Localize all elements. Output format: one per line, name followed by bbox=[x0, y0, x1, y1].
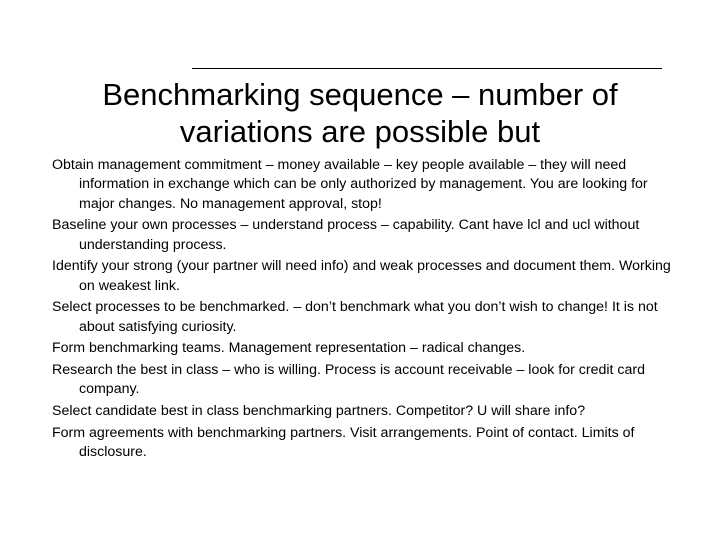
bullet-item: Form benchmarking teams. Management representation – radical changes. bbox=[52, 340, 526, 357]
slide-title: Benchmarking sequence – number of variations are possible but bbox=[102, 77, 618, 149]
bullet-item: Obtain management commitment – money available – key people available – they will need information in exchange which can be only authorized by management. You are looking for major changes. No management approval, stop! bbox=[52, 157, 648, 212]
bullet-item: Research the best in class – who is willing. Process is account receivable – look for credit card company. bbox=[52, 361, 645, 398]
bullet-item: Form agreements with benchmarking partners. Visit arrangements. Point of contact. Limits of disclosure. bbox=[52, 424, 635, 460]
title-divider-line bbox=[192, 68, 662, 69]
bullet-item: Select candidate best in class benchmarking partners. Competitor? U will share info? bbox=[52, 402, 586, 419]
bullet-item: Baseline your own processes – understand process – capability. Cant have lcl and ucl without understanding process. bbox=[52, 217, 640, 253]
bullet-item: Identify your strong (your partner will need info) and weak processes and document them. Working on weakest link. bbox=[52, 258, 671, 294]
bullet-list bbox=[52, 156, 684, 465]
bullet-item: Select processes to be benchmarked. – don’t benchmark what you don’t wish to change! It is not about satisfying curiosity. bbox=[52, 299, 658, 335]
